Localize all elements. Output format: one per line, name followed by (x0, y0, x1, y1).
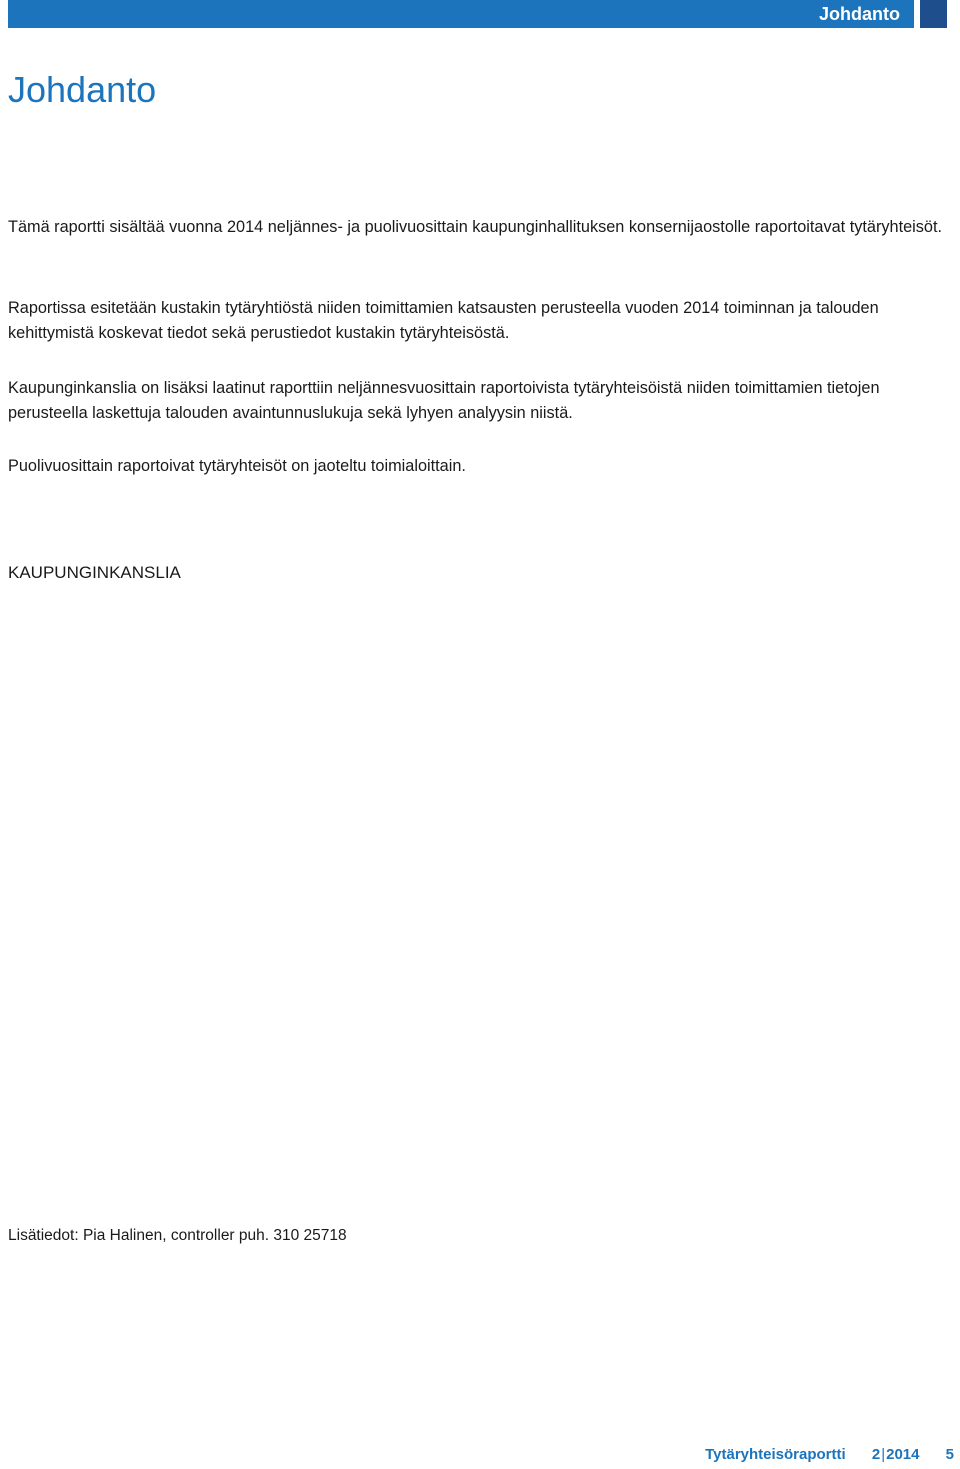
page-title: Johdanto (8, 69, 157, 110)
intro-paragraph-3: Kaupunginkanslia on lisäksi laatinut raporttiin neljännesvuosittain raportoivista tytäryhteisöistä niiden toimittamien tietojen perusteella laskettuja talouden avaintunnuslukuja sekä lyhyen analyysin niistä. (8, 379, 880, 422)
footer-year: 2014 (886, 1446, 920, 1463)
footer-issue: 2 (871, 1446, 881, 1463)
header-square-decoration (920, 0, 947, 28)
department-name: KAUPUNGINKANSLIA (8, 563, 181, 582)
contact-info: Lisätiedot: Pia Halinen, controller puh. 310 25718 (8, 1227, 347, 1244)
footer-separator: | (881, 1446, 886, 1463)
intro-paragraph-4: Puolivuosittain raportoivat tytäryhteisöt on jaoteltu toimialoittain. (8, 457, 466, 475)
header-section-label: Johdanto (819, 4, 900, 24)
page-footer (705, 1444, 954, 1466)
footer-page-number: 5 (945, 1446, 954, 1463)
intro-paragraph-2: Raportissa esitetään kustakin tytäryhtiöstä niiden toimittamien katsausten perusteella vuoden 2014 toiminnan ja talouden kehittymistä koskevat tiedot sekä perustiedot kustakin tytäryhteisöstä. (8, 299, 879, 342)
header-bar (8, 0, 914, 28)
intro-paragraph-1: Tämä raportti sisältää vuonna 2014 neljännes- ja puolivuosittain kaupunginhallituksen konsernijaostolle raportoitavat tytäryhteisöt. (8, 218, 943, 236)
footer-publication: Tytäryhteisöraportti (705, 1446, 846, 1463)
